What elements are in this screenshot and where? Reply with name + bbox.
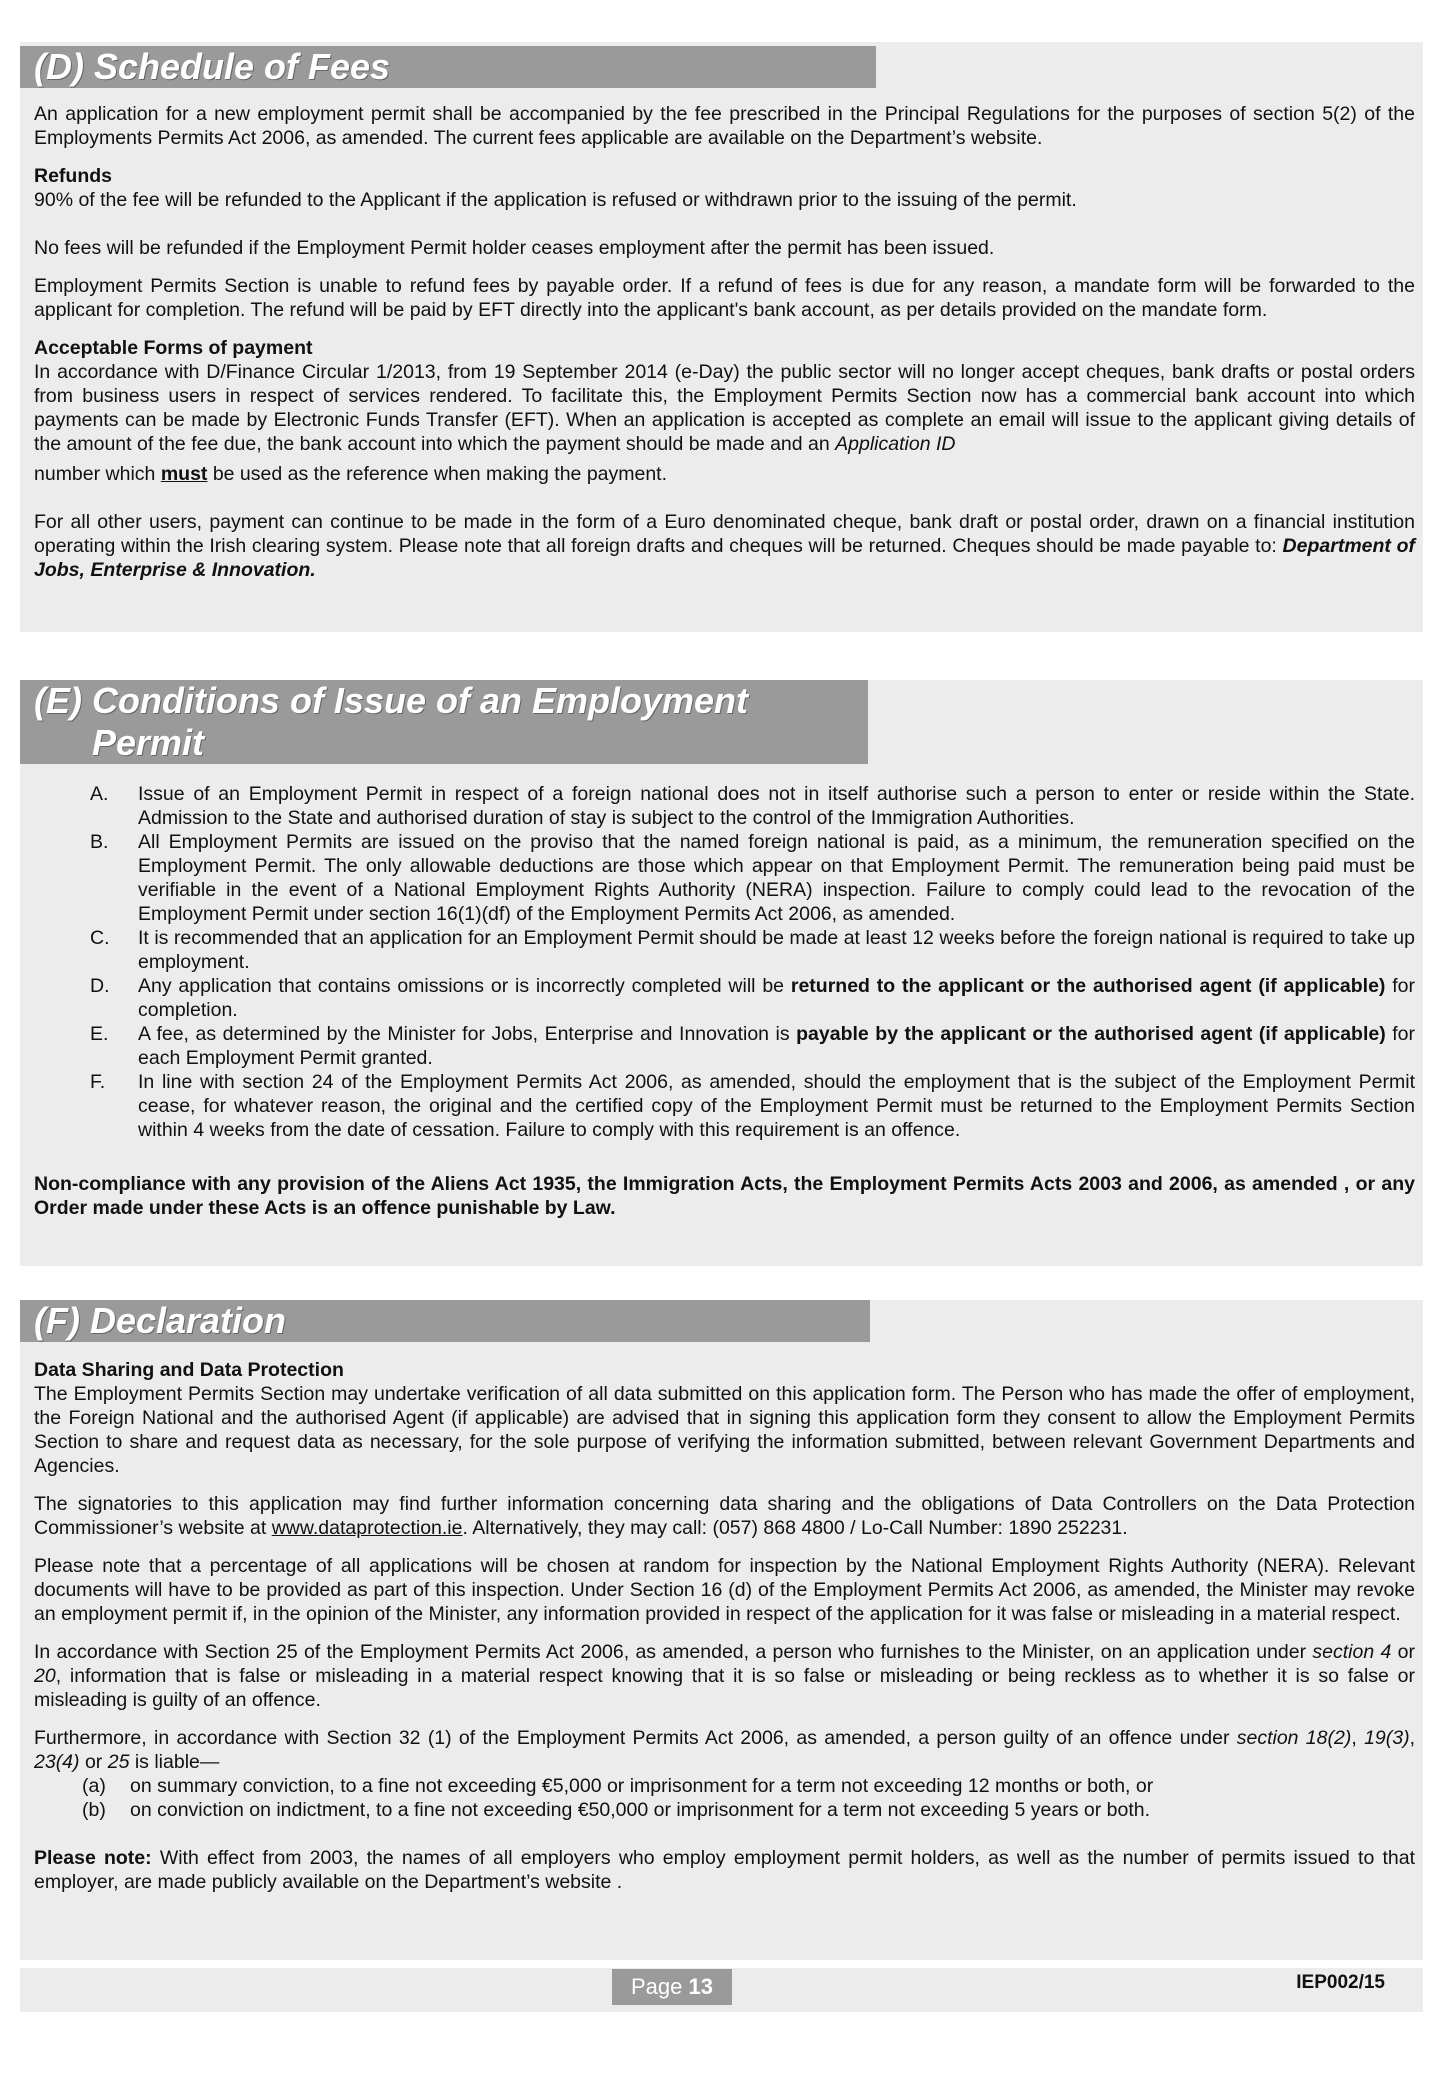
penalty-letter: (a) — [82, 1775, 106, 1797]
section-e-title — [20, 680, 868, 764]
refunds-paragraph-3: Employment Permits Section is unable to refund fees by payable order. If a refund of fees is due for any reason, a mandate form will be forwarded to the applicant for completion. The refund will be paid by EFT directly into the applicant's bank account, as per details provided on the mandate form. — [34, 275, 1415, 321]
s32-section-18: section 18(2) — [1236, 1727, 1352, 1749]
form-code: IEP002/15 — [1296, 1972, 1385, 1993]
refunds-paragraph-2: No fees will be refunded if the Employment Permit holder ceases employment after the permit has been issued. — [34, 237, 995, 259]
dataprotection-link[interactable]: www.dataprotection.ie — [271, 1517, 463, 1539]
payment-heading: Acceptable Forms of payment — [34, 337, 313, 359]
condition-letter: D. — [90, 975, 110, 997]
payment-paragraph-1-text: In accordance with D/Finance Circular 1/2013, from 19 September 2014 (e-Day) the public sector will no longer accept cheques, bank drafts or postal orders from business users in respect of services rendered. To facilitate this, the Employment Permits Section now has a commercial bank account into which payments can be made by Electronic Funds Transfer (EFT). When an application is accepted as complete an email will issue to the applicant giving details of the amount of the fee due, the bank account into which the payment should be made and an — [34, 361, 1415, 455]
section-d-body — [34, 102, 1415, 582]
must-emphasis: must — [160, 463, 208, 485]
payment-paragraph-1-end — [34, 462, 1415, 486]
data-sharing-paragraph-3: Please note that a percentage of all applications will be chosen at random for inspection by the National Employment Rights Authority (NERA). Relevant documents will have to be provided as part of this inspection. Under Section 16 (d) of the Employment Permits Act 2006, as amended, the Minister may revoke an employment permit if, in the opinion of the Minister, any information provided in respect of the application for it was false or misleading in a material respect. — [34, 1555, 1415, 1625]
condition-letter: E. — [90, 1023, 109, 1045]
s32-text-a: Furthermore, in accordance with Section 32 (1) of the Employment Permits Act 2006, as amended, a person guilty of an offence under — [34, 1727, 1230, 1749]
condition-item-b — [34, 830, 1415, 926]
penalty-letter: (b) — [82, 1799, 106, 1821]
data-sharing-heading: Data Sharing and Data Protection — [34, 1359, 344, 1381]
payment-paragraph-2 — [34, 510, 1415, 582]
section-f-title: (F) Declaration — [20, 1300, 870, 1342]
s25-text-a: In accordance with Section 25 of the Employment Permits Act 2006, as amended, a person who furnishes to the Minister, on an application under — [34, 1641, 1307, 1663]
page-number-badge — [612, 1969, 732, 2005]
condition-item-a — [34, 782, 1415, 830]
section-e-title-line-1: (E) Conditions of Issue of an Employment — [34, 680, 749, 721]
condition-letter: C. — [90, 927, 110, 949]
section-d-title: (D) Schedule of Fees — [20, 46, 876, 88]
payment-end-b: be used as the reference when making the payment. — [212, 463, 668, 485]
condition-item-e — [34, 1022, 1415, 1070]
data-sharing-paragraph-1: The Employment Permits Section may undertake verification of all data submitted on this application form. The Person who has made the offer of employment, the Foreign National and the authorised Agent (if applicable) are advised that in signing this application form they consent to allow the Employment Permits Section to share and request data as necessary, for the sole purpose of verifying the information submitted, between relevant Government Departments and Agencies. — [34, 1383, 1415, 1477]
s32-section-19: 19(3) — [1364, 1727, 1410, 1749]
condition-text: In line with section 24 of the Employment Permits Act 2006, as amended, should the employment that is the subject of the Employment Permit cease, for whatever reason, the original and the certified copy of the Employment Permit must be returned to the Employment Permits Section within 4 weeks from the date of cessation. Failure to comply with this requirement is an offence. — [138, 1071, 1415, 1141]
payment-paragraph-2-text: For all other users, payment can continue to be made in the form of a Euro denominated cheque, bank draft or postal order, drawn on a financial institution operating within the Irish clearing system. Please note that all foreign drafts and cheques will be returned. Cheques should be made payable to: — [34, 511, 1415, 557]
condition-text: Issue of an Employment Permit in respect of a foreign national does not in itself authorise such a person to enter or reside within the State. Admission to the State and authorised duration of stay is subject to the control of the Immigration Authorities. — [138, 783, 1415, 829]
section-f-body — [34, 1358, 1415, 1894]
penalty-item-a — [34, 1774, 1415, 1798]
application-id-term: Application ID — [835, 433, 956, 455]
s32-section-25: 25 — [107, 1751, 130, 1773]
dp-text-b: . Alternatively, they may call: (057) 868 4800 / Lo-Call Number: 1890 252231. — [462, 1517, 1128, 1539]
s25-or: or — [1397, 1641, 1415, 1663]
condition-text-end: for each Employment Permit granted. — [138, 1023, 1416, 1069]
please-note-label: Please note: — [34, 1847, 152, 1869]
condition-text-start: A fee, as determined by the Minister for Jobs, Enterprise and Innovation is — [138, 1023, 790, 1045]
condition-text: It is recommended that an application for an Employment Permit should be made at least 12 weeks before the foreign national is required to take up employment. — [138, 927, 1415, 973]
s32-text-b: is liable— — [134, 1751, 220, 1773]
condition-text-bold: payable by the applicant or the authorised agent (if applicable) — [796, 1023, 1386, 1045]
penalty-item-b — [34, 1798, 1415, 1822]
page-number: 13 — [688, 1974, 713, 1999]
payment-paragraph-1 — [34, 360, 1415, 456]
please-note-paragraph — [34, 1846, 1415, 1894]
condition-text-start: Any application that contains omissions or is incorrectly completed will be — [138, 975, 785, 997]
s25-section-20: 20 — [34, 1665, 56, 1687]
condition-text — [138, 1022, 1415, 1070]
dp-text-a: The signatories to this application may find further information concerning data sharing and the obligations of Data Controllers on the Data Protection Commissioner’s website at — [34, 1493, 1415, 1539]
penalty-text: on summary conviction, to a fine not exceeding €5,000 or imprisonment for a term not exceeding 12 months or both, or — [130, 1775, 1154, 1797]
please-note-text: With effect from 2003, the names of all employers who employ employment permit holders, as well as the number of permits issued to that employer, are made publicly available on the Department’s website . — [34, 1847, 1415, 1893]
condition-item-d — [34, 974, 1415, 1022]
s32-section-23: 23(4) — [34, 1751, 80, 1773]
condition-letter: A. — [90, 783, 109, 805]
refunds-heading: Refunds — [34, 165, 112, 187]
data-sharing-paragraph-5: Furthermore, in accordance with Section 32 (1) of the Employment Permits Act 2006, as amended, a person guilty of an offence under section 18(2), 19(3), 23(4) or 25 is liable— — [34, 1727, 1416, 1773]
condition-text: All Employment Permits are issued on the proviso that the named foreign national is paid, as a minimum, the remuneration specified on the Employment Permit. The only allowable deductions are those which appear on that Employment Permit. The remuneration being paid must be verifiable in the event of a National Employment Rights Authority (NERA) inspection. Failure to comply could lead to the revocation of the Employment Permit under section 16(1)(df) of the Employment Permits Act 2006, as amended. — [138, 831, 1415, 925]
s32-or: or — [84, 1751, 103, 1773]
payment-end-a: number which — [34, 463, 156, 485]
page-label: Page — [631, 1974, 683, 1999]
document-page — [10, 0, 1423, 2083]
payee-name: Department of Jobs, Enterprise & Innovation. — [34, 535, 1415, 581]
s25-text-b: , information that is false or misleading in a material respect knowing that it is so false or misleading or being reckless as to whether it is so false or misleading is guilty of an offence. — [34, 1665, 1415, 1711]
data-sharing-paragraph-2 — [34, 1492, 1415, 1540]
condition-text-end: for completion. — [138, 975, 1416, 1021]
condition-letter: F. — [90, 1071, 106, 1093]
condition-letter: B. — [90, 831, 109, 853]
condition-item-c — [34, 926, 1415, 974]
conditions-list — [34, 782, 1415, 1220]
non-compliance-warning: Non-compliance with any provision of the Aliens Act 1935, the Immigration Acts, the Employment Permits Acts 2003 and 2006, as amended , or any Order made under these Acts is an offence punishable by Law. — [34, 1173, 1415, 1219]
penalty-text: on conviction on indictment, to a fine not exceeding €50,000 or imprisonment for a term not exceeding 5 years or both. — [130, 1799, 1151, 1821]
condition-item-f — [34, 1070, 1415, 1142]
refunds-paragraph-1: 90% of the fee will be refunded to the Applicant if the application is refused or withdrawn prior to the issuing of the permit. — [34, 189, 1077, 211]
section-e-title-line-2: Permit — [92, 722, 205, 763]
data-sharing-paragraph-4 — [34, 1640, 1415, 1712]
s25-section-4: section 4 — [1312, 1641, 1392, 1663]
fees-intro: An application for a new employment permit shall be accompanied by the fee prescribed in the Principal Regulations for the purposes of section 5(2) of the Employments Permits Act 2006, as amended. The current fees applicable are available on the Department’s website. — [34, 103, 1415, 149]
condition-text-bold: returned to the applicant or the authorised agent (if applicable) — [790, 975, 1386, 997]
condition-text — [138, 974, 1415, 1022]
